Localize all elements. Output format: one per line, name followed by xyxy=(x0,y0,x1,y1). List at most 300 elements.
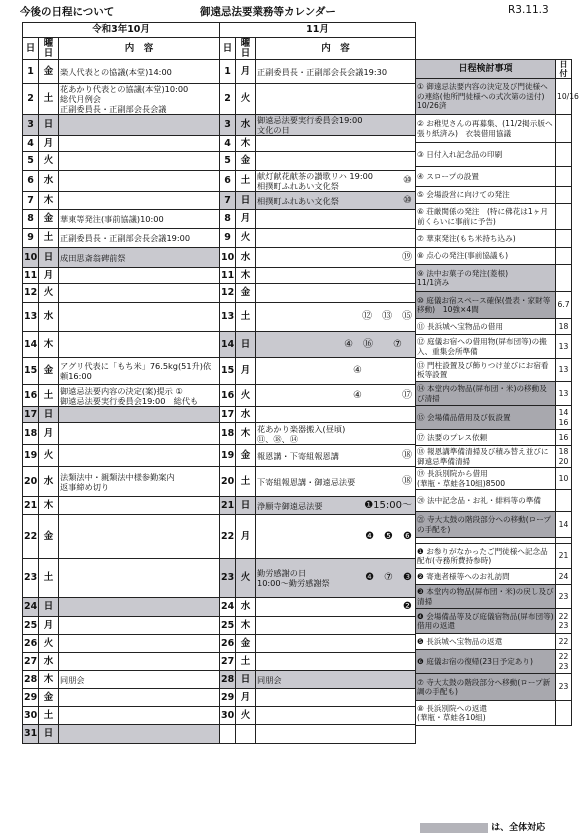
schedule-item-date xyxy=(556,115,572,143)
nov-weekday: 火 xyxy=(236,84,256,115)
schedule-item-date: 24 xyxy=(556,569,572,585)
schedule-item xyxy=(416,634,572,650)
calendar-row xyxy=(23,60,416,84)
schedule-item-date: 23 xyxy=(556,674,572,701)
calendar-row xyxy=(23,358,416,385)
task-marker: ❹ ❺ ❻ xyxy=(365,530,412,542)
oct-day: 20 xyxy=(23,467,39,497)
nov-content: 同朋会 xyxy=(256,671,416,689)
nov-content: 浄願寺御遠忌法要 ❶15:00～ xyxy=(256,497,416,515)
schedule-item-text: ❶ お参りがなかったご門徒様へ記念品配布(寺務所費持参時) xyxy=(416,544,556,569)
oct-weekday: 火 xyxy=(39,635,59,653)
nov-content xyxy=(256,210,416,229)
nov-weekday: 水 xyxy=(236,407,256,423)
nov-day: 18 xyxy=(220,423,236,445)
task-marker: ⑩ xyxy=(403,194,412,206)
nov-day: 4 xyxy=(220,136,236,152)
schedule-item-date xyxy=(556,701,572,726)
task-marker: ❹ ⑦ ❸ xyxy=(365,572,412,583)
nov-content xyxy=(256,136,416,152)
oct-weekday: 土 xyxy=(39,84,59,115)
nov-weekday: 金 xyxy=(236,445,256,467)
task-marker: ⑫ ⑬ ⑮ xyxy=(362,311,412,322)
schedule-item-text: ③ 日付入れ記念品の印刷 xyxy=(416,143,556,167)
schedule-item-text: ⑧ 長浜別院への返還 (華瓶・草蛙各10組) xyxy=(416,701,556,726)
oct-content: 花あかり代表との協議(本堂)10:00 総代月例会 正副委員長・正副部会長会議 xyxy=(59,84,220,115)
calendar-row xyxy=(23,497,416,515)
calendar-row xyxy=(23,152,416,171)
oct-content xyxy=(59,423,220,445)
schedule-item-text: ⑦ 華束発注(もち米持ち込み) xyxy=(416,230,556,248)
schedule-item-text: ❹ 会場備品等及び庭儀宿物品(屏布団等)借用の返還 xyxy=(416,609,556,634)
nov-day: 17 xyxy=(220,407,236,423)
nov-weekday: 金 xyxy=(236,152,256,171)
nov-content xyxy=(256,617,416,635)
oct-weekday: 金 xyxy=(39,515,59,559)
nov-content xyxy=(256,284,416,303)
schedule-item-text: ⑳ 法中記念品・お礼・緋料等の準備 xyxy=(416,490,556,512)
oct-weekday: 金 xyxy=(39,60,59,84)
oct-weekday: 土 xyxy=(39,559,59,598)
oct-content xyxy=(59,407,220,423)
calendar-row xyxy=(23,268,416,284)
nov-day: 27 xyxy=(220,653,236,671)
oct-content xyxy=(59,635,220,653)
oct-content xyxy=(59,725,220,744)
nov-day: 11 xyxy=(220,268,236,284)
oct-day: 9 xyxy=(23,229,39,248)
nov-content xyxy=(256,84,416,115)
calendar-row xyxy=(23,284,416,303)
header-date: R3.11.3 xyxy=(508,4,549,16)
oct-content: 同朋会 xyxy=(59,671,220,689)
schedule-item-text: ⑮ 会場備品借用及び仮設置 xyxy=(416,406,556,430)
schedule-item-text: ⑬ 門柱設置及び飾りつけ並びにお宿看板等設置 xyxy=(416,359,556,382)
nov-content: 正副委員長・正副部会長会議19:30 xyxy=(256,60,416,84)
oct-content: アグリ代表に「もち米」76.5kg(51升)依頼16:00 xyxy=(59,358,220,385)
schedule-item xyxy=(416,609,572,634)
schedule-item-date: 22 xyxy=(556,634,572,650)
schedule-table xyxy=(415,59,579,726)
nov-day: 26 xyxy=(220,635,236,653)
calendar-row xyxy=(23,467,416,497)
nov-weekday: 木 xyxy=(236,268,256,284)
oct-content: 華東等発注(事前協議)10:00 xyxy=(59,210,220,229)
schedule-item-date: 13 xyxy=(556,359,572,382)
oct-day: 8 xyxy=(23,210,39,229)
oct-content: 楽人代表との協議(本堂)14:00 xyxy=(59,60,220,84)
calendar-row xyxy=(23,407,416,423)
oct-day: 10 xyxy=(23,248,39,268)
nov-day: 24 xyxy=(220,598,236,617)
nov-day: 20 xyxy=(220,467,236,497)
calendar-row xyxy=(23,617,416,635)
col-dow: 曜日 xyxy=(39,38,59,60)
oct-weekday: 火 xyxy=(39,284,59,303)
schedule-item xyxy=(416,430,572,446)
schedule-item xyxy=(416,265,572,292)
oct-content: 法類法中・親類法中様参勤案内 返事締め切り xyxy=(59,467,220,497)
nov-weekday: 木 xyxy=(236,617,256,635)
oct-day: 4 xyxy=(23,136,39,152)
oct-weekday: 日 xyxy=(39,598,59,617)
nov-content xyxy=(256,248,416,268)
schedule-item-date xyxy=(556,187,572,204)
schedule-item-date: 10/16 xyxy=(556,79,572,115)
schedule-item-date: 23 xyxy=(556,585,572,609)
oct-day: 31 xyxy=(23,725,39,744)
schedule-item xyxy=(416,569,572,585)
nov-content xyxy=(256,653,416,671)
oct-content xyxy=(59,707,220,725)
nov-weekday: 土 xyxy=(236,653,256,671)
calendar-row xyxy=(23,84,416,115)
nov-content: 相撲町ふれあい文化祭 ⑩ xyxy=(256,192,416,210)
schedule-item xyxy=(416,319,572,335)
oct-weekday: 水 xyxy=(39,467,59,497)
oct-weekday: 土 xyxy=(39,229,59,248)
task-marker: ④ xyxy=(353,365,412,376)
nov-day: 14 xyxy=(220,332,236,358)
oct-weekday: 日 xyxy=(39,115,59,136)
calendar-row xyxy=(23,385,416,407)
oct-weekday: 日 xyxy=(39,407,59,423)
oct-weekday: 水 xyxy=(39,653,59,671)
nov-weekday: 月 xyxy=(236,689,256,707)
oct-weekday: 日 xyxy=(39,725,59,744)
schedule-item xyxy=(416,335,572,359)
header-center: 御遠忌法要業務等カレンダー xyxy=(200,6,336,18)
col-day: 日 xyxy=(23,38,39,60)
nov-weekday: 月 xyxy=(236,515,256,559)
nov-day: 25 xyxy=(220,617,236,635)
oct-day: 24 xyxy=(23,598,39,617)
schedule-item-text: ⑪ 長浜城へ宝物品の借用 xyxy=(416,319,556,335)
schedule-title: 日程検討事項 xyxy=(416,60,556,79)
col-day: 日 xyxy=(220,38,236,60)
oct-weekday: 月 xyxy=(39,268,59,284)
col-content: 内 容 xyxy=(256,38,416,60)
oct-day: 22 xyxy=(23,515,39,559)
nov-weekday: 土 xyxy=(236,467,256,497)
col-dow: 曜日 xyxy=(236,38,256,60)
nov-day: 13 xyxy=(220,303,236,332)
calendar-row xyxy=(23,689,416,707)
schedule-item-date: 13 xyxy=(556,382,572,406)
task-marker: ⑲ xyxy=(402,251,412,263)
schedule-item-text: ⑰ 法要のプレス依頼 xyxy=(416,430,556,446)
schedule-item-text: ② お稚児さんの再募集、(11/2掲示版へ張り紙済み) 衣装借用協議 xyxy=(416,115,556,143)
schedule-item xyxy=(416,79,572,115)
nov-content xyxy=(256,385,416,407)
nov-weekday: 日 xyxy=(236,497,256,515)
oct-day: 5 xyxy=(23,152,39,171)
nov-day: 15 xyxy=(220,358,236,385)
oct-content xyxy=(59,445,220,467)
schedule-item xyxy=(416,382,572,406)
calendar-row xyxy=(23,115,416,136)
oct-content xyxy=(59,192,220,210)
legend xyxy=(420,820,545,833)
nov-content xyxy=(256,635,416,653)
oct-day: 6 xyxy=(23,171,39,192)
calendar-row xyxy=(23,515,416,559)
oct-content xyxy=(59,515,220,559)
oct-content: 御遠忌法要内容の決定(案)提示 ① 御遠忌法要実行委員会19:00 総代も xyxy=(59,385,220,407)
nov-day: 5 xyxy=(220,152,236,171)
nov-content: 下寄組報恩講・御遠忌法要 ⑱ xyxy=(256,467,416,497)
nov-day: 16 xyxy=(220,385,236,407)
schedule-item-date xyxy=(556,143,572,167)
nov-day: 10 xyxy=(220,248,236,268)
nov-content xyxy=(256,152,416,171)
nov-content xyxy=(256,515,416,559)
schedule-item xyxy=(416,650,572,674)
oct-day: 11 xyxy=(23,268,39,284)
schedule-item-date xyxy=(556,490,572,512)
oct-content xyxy=(59,332,220,358)
oct-content xyxy=(59,559,220,598)
calendar-row xyxy=(23,635,416,653)
nov-weekday: 水 xyxy=(236,248,256,268)
schedule-item-text: ㉑ 寺大太鼓の階段部分への移動(ロープの手配を) xyxy=(416,512,556,538)
nov-day: 29 xyxy=(220,689,236,707)
nov-content xyxy=(256,689,416,707)
oct-weekday: 土 xyxy=(39,707,59,725)
nov-content: 報恩講・下寄組報恩講 ⑱ xyxy=(256,445,416,467)
nov-day: 2 xyxy=(220,84,236,115)
schedule-item xyxy=(416,248,572,265)
oct-day: 19 xyxy=(23,445,39,467)
legend-swatch xyxy=(420,823,488,833)
schedule-item xyxy=(416,512,572,538)
calendar-row xyxy=(23,559,416,598)
calendar-row xyxy=(23,332,416,358)
oct-weekday: 日 xyxy=(39,248,59,268)
task-marker: ⑱ xyxy=(402,449,412,461)
calendar-row xyxy=(23,210,416,229)
schedule-item xyxy=(416,359,572,382)
oct-day: 13 xyxy=(23,303,39,332)
schedule-item-text: ❺ 長浜城へ宝物品の返還 xyxy=(416,634,556,650)
october-title: 令和3年10月 xyxy=(23,23,220,38)
oct-day: 2 xyxy=(23,84,39,115)
calendar-row xyxy=(23,653,416,671)
oct-content xyxy=(59,268,220,284)
nov-weekday: 金 xyxy=(236,635,256,653)
task-marker: ④ ⑰ xyxy=(353,389,412,401)
calendar-table xyxy=(22,22,416,744)
schedule-item-text: ① 御遠忌法要内容の決定及び門徒様への連絡(他所門徒様への式次第の送付) 10/26済 xyxy=(416,79,556,115)
nov-weekday: 火 xyxy=(236,707,256,725)
schedule-item-text: ❷ 寄進者様等へのお礼訪問 xyxy=(416,569,556,585)
nov-weekday: 土 xyxy=(236,303,256,332)
oct-day: 16 xyxy=(23,385,39,407)
nov-content: 御遠忌法要実行委員会19:00 文化の日 xyxy=(256,115,416,136)
oct-day: 30 xyxy=(23,707,39,725)
oct-content xyxy=(59,171,220,192)
nov-day: 30 xyxy=(220,707,236,725)
oct-day: 15 xyxy=(23,358,39,385)
nov-day: 12 xyxy=(220,284,236,303)
schedule-item-date: 21 xyxy=(556,544,572,569)
calendar-row xyxy=(23,303,416,332)
oct-weekday: 木 xyxy=(39,332,59,358)
nov-day: 8 xyxy=(220,210,236,229)
legend-label: は、全体対応 xyxy=(491,823,546,833)
nov-day: 28 xyxy=(220,671,236,689)
nov-content xyxy=(256,303,416,332)
col-content: 内 容 xyxy=(59,38,220,60)
calendar-row xyxy=(23,171,416,192)
schedule-item-date: 10 xyxy=(556,468,572,490)
oct-day: 1 xyxy=(23,60,39,84)
nov-day: 3 xyxy=(220,115,236,136)
nov-weekday: 月 xyxy=(236,358,256,385)
oct-weekday: 月 xyxy=(39,423,59,445)
schedule-item-date: 14 16 xyxy=(556,406,572,430)
task-marker: ⑩ xyxy=(403,175,412,186)
oct-weekday: 金 xyxy=(39,358,59,385)
schedule-item xyxy=(416,115,572,143)
nov-weekday: 火 xyxy=(236,385,256,407)
oct-content xyxy=(59,598,220,617)
schedule-item-date: 6.7 xyxy=(556,292,572,319)
schedule-item-text: ❸ 本堂内の物品(屏布団・米)の戻し及び清掃 xyxy=(416,585,556,609)
schedule-item xyxy=(416,167,572,187)
nov-content xyxy=(256,725,416,744)
oct-content xyxy=(59,284,220,303)
oct-day: 23 xyxy=(23,559,39,598)
nov-weekday: 日 xyxy=(236,332,256,358)
task-marker: ⑱ xyxy=(402,475,412,487)
schedule-item-date: 22 23 xyxy=(556,609,572,634)
nov-weekday: 木 xyxy=(236,136,256,152)
oct-weekday: 木 xyxy=(39,497,59,515)
oct-weekday: 木 xyxy=(39,192,59,210)
nov-weekday: 日 xyxy=(236,671,256,689)
task-marker: ④ ⑯ ⑦ xyxy=(344,338,412,350)
schedule-item-text: ⑱ 報恩講準備清掃及び積み替え並びに御遠忌準備清掃 xyxy=(416,446,556,468)
oct-weekday: 金 xyxy=(39,689,59,707)
nov-content: 献灯献花献茶の讃歌リハ 19:00 相撲町ふれあい文化祭 ⑩ xyxy=(256,171,416,192)
calendar-row xyxy=(23,136,416,152)
schedule-item-date xyxy=(556,204,572,230)
schedule-item xyxy=(416,187,572,204)
nov-day xyxy=(220,725,236,744)
oct-day: 7 xyxy=(23,192,39,210)
task-marker: ❶15:00～ xyxy=(364,499,412,511)
nov-content: 勤労感謝の日 10:00～勤労感謝祭 ❹ ⑦ ❸ xyxy=(256,559,416,598)
oct-day: 25 xyxy=(23,617,39,635)
schedule-item-date: 18 20 xyxy=(556,446,572,468)
header-left: 今後の日程について xyxy=(20,6,115,18)
schedule-item-text: ⑭ 本堂内の物品(屏布団・米)の移動及び清掃 xyxy=(416,382,556,406)
schedule-item xyxy=(416,585,572,609)
schedule-item xyxy=(416,204,572,230)
schedule-item-text: ④ スロープの設置 xyxy=(416,167,556,187)
oct-weekday: 月 xyxy=(39,617,59,635)
schedule-item-text: ⑧ 点心の発注(事前協議も) xyxy=(416,248,556,265)
nov-day: 1 xyxy=(220,60,236,84)
oct-day: 28 xyxy=(23,671,39,689)
schedule-item-text: ❻ 庭儀お宿の復帰(23日予定あり) xyxy=(416,650,556,674)
oct-content xyxy=(59,303,220,332)
calendar-row xyxy=(23,192,416,210)
oct-weekday: 水 xyxy=(39,171,59,192)
calendar-row xyxy=(23,707,416,725)
schedule-item xyxy=(416,468,572,490)
oct-day: 17 xyxy=(23,407,39,423)
nov-content xyxy=(256,229,416,248)
oct-day: 29 xyxy=(23,689,39,707)
schedule-item xyxy=(416,544,572,569)
schedule-item-text: ⑦ 寺大太鼓の階段部分へ移動(ロープ新調の手配も) xyxy=(416,674,556,701)
schedule-item-date: 18 xyxy=(556,319,572,335)
calendar-row xyxy=(23,671,416,689)
schedule-item-text: ⑩ 庭儀お宿スペース確保(畳表・家財等移動) 10強×4間 xyxy=(416,292,556,319)
nov-content xyxy=(256,268,416,284)
calendar-row xyxy=(23,229,416,248)
schedule-item-date xyxy=(556,230,572,248)
schedule-item xyxy=(416,292,572,319)
schedule-item-text: ⑫ 庭儀お宿への借用物(屏布団等)の搬入、重集会所準備 xyxy=(416,335,556,359)
oct-day: 14 xyxy=(23,332,39,358)
calendar-row xyxy=(23,445,416,467)
nov-content xyxy=(256,707,416,725)
nov-content xyxy=(256,332,416,358)
oct-day: 12 xyxy=(23,284,39,303)
nov-weekday: 木 xyxy=(236,423,256,445)
task-marker: ❷ xyxy=(403,601,412,612)
oct-weekday: 木 xyxy=(39,671,59,689)
schedule-item xyxy=(416,230,572,248)
oct-day: 18 xyxy=(23,423,39,445)
calendar-row xyxy=(23,248,416,268)
nov-weekday: 日 xyxy=(236,192,256,210)
schedule-item-date: 16 xyxy=(556,430,572,446)
schedule-item-text: ⑨ 法中お菓子の発注(菱根) 11/1済み xyxy=(416,265,556,292)
schedule-item-text: ⑥ 荘厳関係の発注 (特に佛花は1ヶ月前くらいに事前に予告) xyxy=(416,204,556,230)
oct-content xyxy=(59,152,220,171)
nov-day: 23 xyxy=(220,559,236,598)
oct-content xyxy=(59,689,220,707)
calendar-row xyxy=(23,598,416,617)
nov-weekday: 土 xyxy=(236,171,256,192)
schedule-item-date xyxy=(556,265,572,292)
oct-weekday: 金 xyxy=(39,210,59,229)
oct-content: 成田思斎翁碑前祭 xyxy=(59,248,220,268)
schedule-item-date xyxy=(556,167,572,187)
schedule-item-date: 14 xyxy=(556,512,572,538)
nov-day: 7 xyxy=(220,192,236,210)
schedule-item-text: ⑤ 会場設営に向けての発注 xyxy=(416,187,556,204)
oct-content xyxy=(59,617,220,635)
oct-weekday: 土 xyxy=(39,385,59,407)
schedule-item-date: 13 xyxy=(556,335,572,359)
oct-weekday: 月 xyxy=(39,136,59,152)
oct-content xyxy=(59,653,220,671)
nov-content xyxy=(256,358,416,385)
oct-content xyxy=(59,136,220,152)
nov-content: 花あかり楽器搬入(昼頃) ⑪、⑱、⑭ xyxy=(256,423,416,445)
schedule-item xyxy=(416,143,572,167)
nov-day: 9 xyxy=(220,229,236,248)
oct-content xyxy=(59,115,220,136)
oct-content xyxy=(59,497,220,515)
nov-weekday: 月 xyxy=(236,60,256,84)
schedule-item xyxy=(416,446,572,468)
